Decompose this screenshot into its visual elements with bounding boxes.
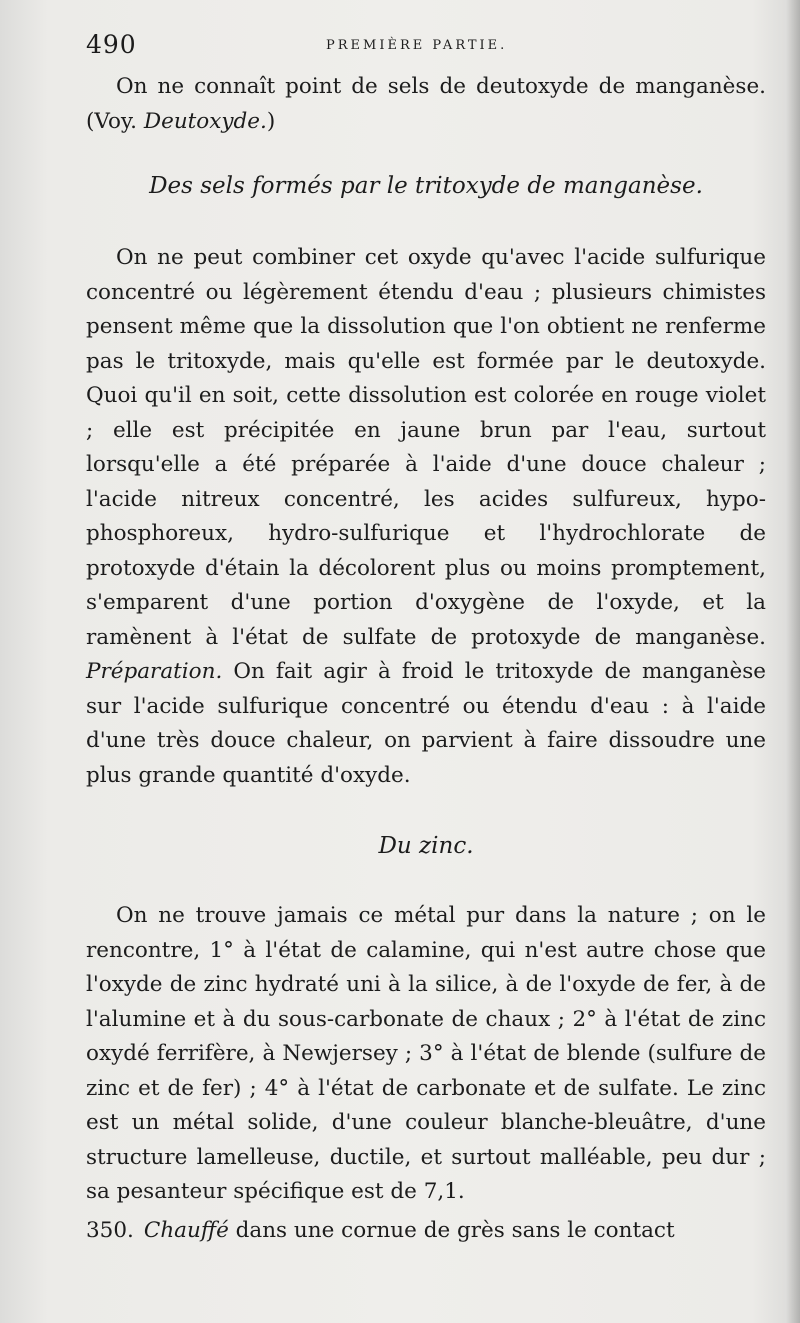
paragraph-number: 350. [86,1217,134,1243]
page-body [86,70,766,1248]
running-head: PREMIÈRE PARTIE. [326,38,508,53]
paragraph-lead-word: Chauffé [143,1217,229,1243]
paragraph-text: On fait agir à froid le tritoxyde de manganèse sur l'acide sulfurique concentré ou étendu d'eau : à l'aide d'une très douce chaleur, on parvient à faire dissoudre une plus grande quantité d'oxyde. [86,659,766,788]
paragraph-deutoxyde-note [86,70,766,139]
page-edge-shadow [786,0,800,1323]
page-number: 490 [86,30,137,59]
section-heading-zinc: Du zinc. [378,833,474,859]
paragraph-text: dans une cornue de grès sans le contact [228,1217,675,1243]
paragraph-tritoxyde [86,241,766,793]
page-header [86,30,766,64]
paragraph-text: On ne connaît point de sels de deutoxyde de manganèse. (Voy. [86,74,766,134]
cross-reference: Deutoxyde. [143,108,267,134]
section-heading-tritoxyde: Des sels formés par le tritoxyde de manganèse. [149,173,703,199]
paragraph-zinc: On ne trouve jamais ce métal pur dans la nature ; on le rencontre, 1° à l'état de calamine, qui n'est autre chose que l'oxyde de zinc hydraté uni à la silice, à de l'oxyde de fer, à de l'alumine et à du sous-carbonate de chaux ; 2° à l'état de zinc oxydé ferrifère, à Newjersey ; 3° à l'état de blende (sulfure de zinc et de fer) ; 4° à l'état de carbonate et de sulfate. Le zinc est un métal solide, d'une couleur blanche-bleuâtre, d'une structure lamelleuse, ductile, et surtout malléable, peu dur ; sa pesanteur spécifique est de 7,1. [86,903,766,1204]
paragraph-text: On ne peut combiner cet oxyde qu'avec l'acide sulfurique concentré ou légèrement étendu d'eau ; plusieurs chimistes pensent même que la dissolution que l'on obtient ne renferme pas le tritoxyde, mais qu'elle est formée par le deutoxyde. Quoi qu'il en soit, cette dissolution est colorée en rouge violet ; elle est précipitée en jaune brun par l'eau, surtout lorsqu'elle a été préparée à l'aide d'une douce chaleur ; l'acide nitreux concentré, les acides sulfureux, hypo-phosphoreux, hydro-sulfurique et l'hydrochlorate de protoxyde d'étain la décolorent plus ou moins promptement, s'emparent d'une portion d'oxygène de l'oxyde, et la ramènent à l'état de sulfate de protoxyde de manganèse. [86,245,766,650]
paragraph-text: ) [266,108,276,134]
preparation-label: Préparation. [86,659,223,684]
paragraph-350 [86,1214,766,1249]
